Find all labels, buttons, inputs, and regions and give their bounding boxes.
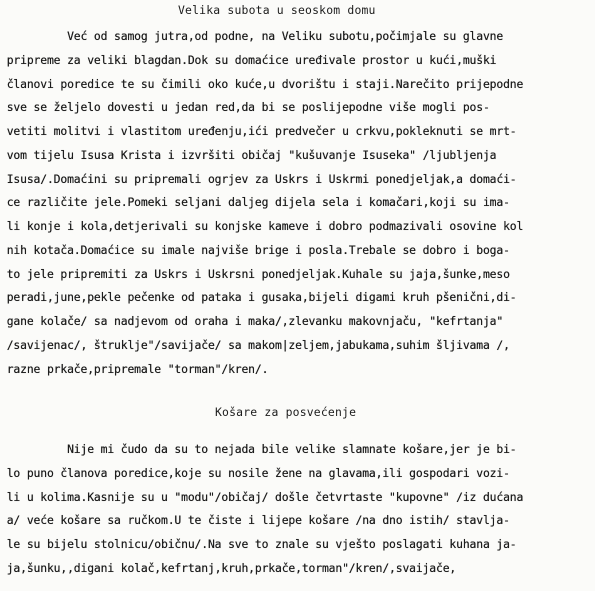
section-title: Košare za posvećenje — [215, 405, 357, 419]
text-line: razne prkače,pripremale "torman"/kren/. — [0, 361, 269, 376]
text-line: članovi poredice te su čimili oko kuće,u dvorištu i staji.Narečito prijepodne — [0, 76, 524, 91]
text-line: to jele pripremiti za Uskrs i Uskrsni ponedjeljak.Kuhale su jaja,šunke,meso — [0, 266, 510, 281]
text-line: vom tijelu Isusa Krista i izvršiti običaj "kušuvanje Isuseka" /ljubljenja — [0, 147, 497, 162]
text-line: sve se željelo dovesti u jedan red,da bi se poslijepodne više mogli pos- — [0, 100, 490, 115]
text-line: le su bijelu stolnicu/običnu/.Na sve to znale su vješto poslagati kuhana ja- — [0, 537, 517, 551]
text-line: peradi,june,pekle pečenke od pataka i gusaka,bijeli digami kruh pšenični,di- — [0, 290, 517, 305]
document-title: Velika subota u seoskom domu — [178, 3, 376, 17]
text-line: li u kolima.Kasnije su u "modu"/običaj/ došle četvrtaste "kupovne" /iz dućana — [0, 489, 524, 504]
text-line: gane kolače/ sa nadjevom od oraha i maka/,zlevanku makovnjaču, "kefrtanja" — [0, 314, 504, 328]
text-line: vetiti molitvi i vlastitom uređenju,ići predvečer u crkvu,pokleknuti se mrt- — [0, 124, 517, 138]
text-line: ce različite jele.Pomeki seljani daljeg dijela sela i komačari,koji su ima- — [0, 195, 510, 210]
text-line: a/ veće košare sa ručkom.U te čiste i lijepe košare /na dno istih/ stavlja- — [0, 513, 510, 528]
text-line: /savijenac/, štruklje"/savijače/ sa makom|zeljem,jabukama,suhim šljivama /, — [0, 337, 510, 352]
text-line: li konje i kola,detjerivali su konjske kameve i dobro podmazivali osovine kol — [0, 219, 524, 233]
text-line: pripreme za veliki blagdan.Dok su domaćice uređivale prostor u kući,muški — [0, 52, 497, 67]
text-line: nih kotača.Domaćice su imale najviše brige i posla.Trebale se dobro i boga- — [0, 242, 510, 257]
text-line: Već od samog jutra,od podne, na Veliku subotu,počimjale su glavne — [0, 29, 504, 43]
text-line: lo puno članova poredice,koje su nosile žene na glavama,ili gospodari vozi- — [0, 465, 510, 480]
text-line: Nije mi čudo da su to nejada bile velike slamnate košare,jer je bi- — [0, 442, 517, 456]
text-line: Isusa/.Domaćini su pripremali ogrjev za Uskrs i Uskrmi ponedjeljak,a domaći- — [0, 171, 517, 186]
text-line: ja,šunku,,digani kolač,kefrtanj,kruh,prkače,torman"/kren/,svaijače, — [0, 560, 457, 575]
